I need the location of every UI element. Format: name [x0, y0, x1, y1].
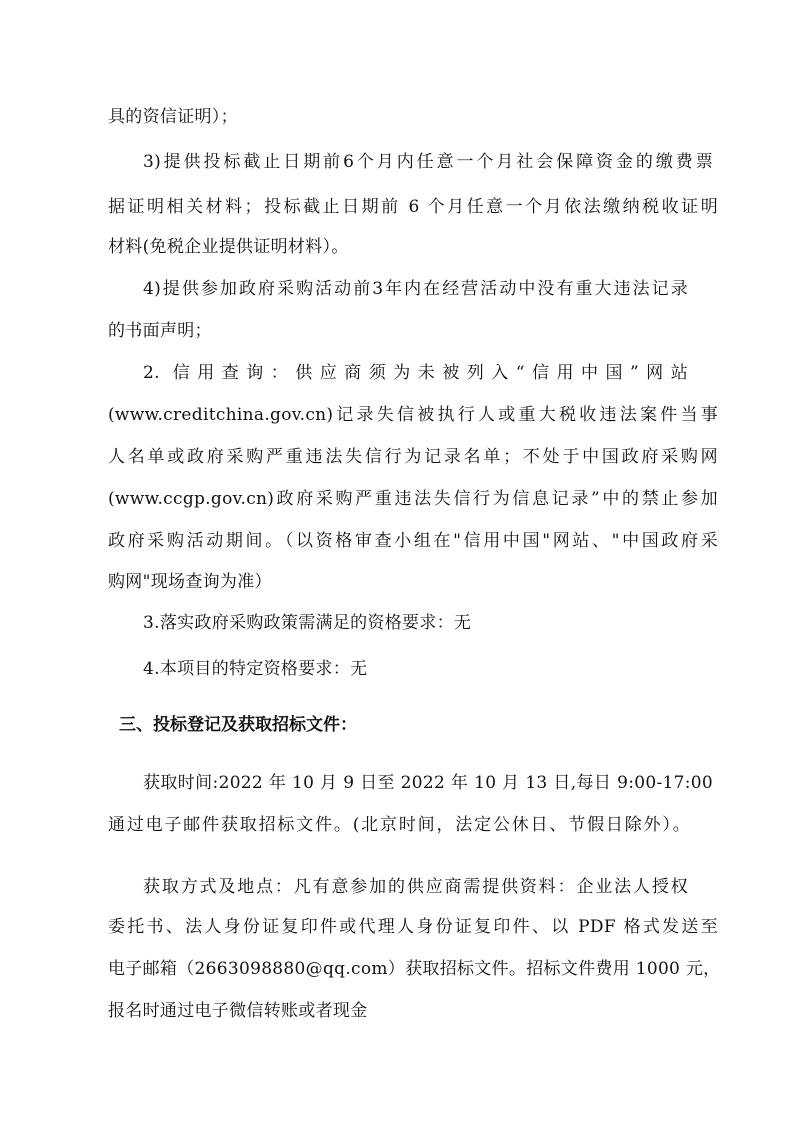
text-line: 具的资信证明）； [108, 107, 238, 127]
text-line: 4)提供参加政府采购活动前3年内在经营活动中没有重大违法记录 [143, 279, 688, 299]
text-line: 报名时通过电子微信转账或者现金 [108, 1001, 368, 1021]
text-line: (www.ccgp.gov.cn)政府采购严重违法失信行为信息记录”中的禁止参加 [108, 489, 718, 509]
text-line: 3.落实政府采购政策需满足的资格要求：无 [143, 613, 472, 633]
text-line: 政府采购活动期间。（以资格审查小组在"信用中国"网站、"中国政府采 [108, 531, 718, 551]
text-line: 2. 信用查询：供应商须为未被列入“信用中国”网站 [143, 363, 688, 383]
text-line: 人名单或政府采购严重违法失信行为记录名单；不处于中国政府采购网 [108, 447, 718, 467]
text-line: 通过电子邮件获取招标文件。(北京时间，法定公休日、节假日除外）。 [108, 815, 690, 835]
text-line: (www.creditchina.gov.cn)记录失信被执行人或重大税收违法案件当事 [108, 405, 718, 425]
text-line: 材料(免税企业提供证明材料）。 [108, 237, 349, 257]
text-line: 委托书、法人身份证复印件或代理人身份证复印件、以 PDF 格式发送至 [108, 917, 718, 937]
text-line: 的书面声明； [108, 321, 212, 341]
text-line: 据证明相关材料；投标截止日期前 6 个月任意一个月依法缴纳税收证明 [108, 197, 718, 217]
text-line: 3)提供投标截止日期前6个月内任意一个月社会保障资金的缴费票 [143, 152, 713, 172]
text-line: 获取时间:2022 年 10 月 9 日至 2022 年 10 月 13 日,每日 9:00-17:00 [143, 773, 713, 793]
text-line: 电子邮箱（2663098880@qq.com）获取招标文件。招标文件费用 1000 元， [108, 959, 721, 979]
text-line: 4.本项目的特定资格要求：无 [143, 659, 368, 679]
text-line: 获取方式及地点：凡有意参加的供应商需提供资料：企业法人授权 [143, 877, 688, 897]
text-line: 购网"现场查询为准） [108, 572, 272, 592]
section-heading: 三、投标登记及获取招标文件： [119, 715, 357, 735]
